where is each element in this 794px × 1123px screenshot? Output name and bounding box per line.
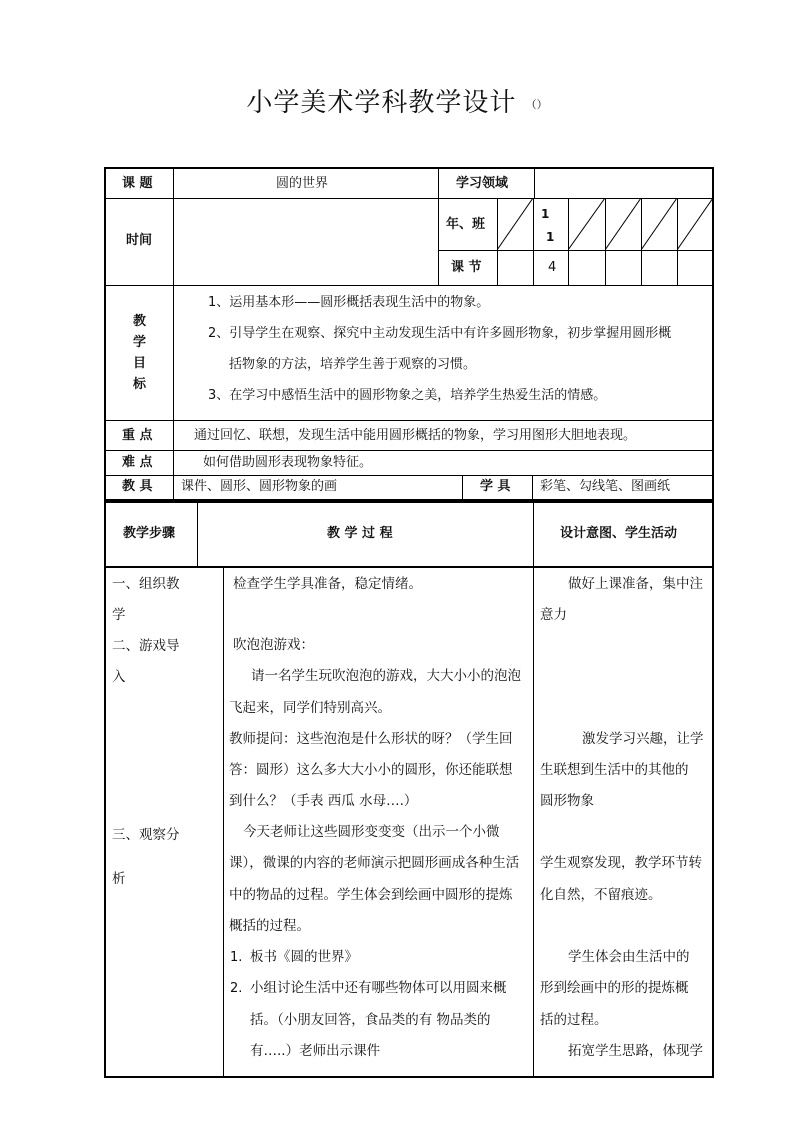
student-materials-label: 学 具: [480, 479, 511, 494]
objective-item: 2、引导学生在观察、探究中主动发现生活中有许多圆形物象，初步掌握用圆形概: [208, 326, 672, 341]
objective-item: 3、在学习中感悟生活中的圆形物象之美，培养学生热爱生活的情感。: [208, 388, 607, 403]
process-line: 教师提问：这些泡泡是什么形状的呀？（学生回: [229, 731, 513, 747]
topic-label: 课 题: [122, 176, 153, 191]
grade-class-label: 年、班: [446, 217, 486, 232]
process-line: 检查学生学具准备，稳定情绪。: [233, 576, 422, 592]
intent-line: 化自然，不留痕迹。: [540, 887, 662, 903]
process-line: 有…..）老师出示课件: [250, 1043, 381, 1059]
diagonal-slash: [677, 198, 714, 250]
intent-line: 做好上课准备，集中注: [568, 576, 703, 592]
table-border: [104, 501, 106, 1078]
table-border: [104, 167, 714, 169]
table-rule: [173, 167, 174, 500]
objective-item: 1、运用基本形——圆形概括表现生活中的物象。: [208, 295, 490, 310]
column-header-intent: 设计意图、学生活动: [560, 526, 678, 541]
diagonal-slash: [605, 198, 642, 250]
intent-line: 学生体会由生活中的: [568, 949, 690, 965]
title-text: 小学美术学科教学设计: [246, 88, 517, 118]
period-value: 4: [548, 260, 557, 275]
step-line: 一、组织教: [112, 576, 180, 592]
list-number: 2.: [230, 981, 243, 996]
table-rule: [534, 167, 535, 198]
step-line: 二、游戏导: [112, 638, 180, 654]
diagonal-slash: [497, 198, 534, 250]
diagonal-slash: [641, 198, 678, 250]
step-line: 析: [112, 871, 126, 887]
column-header-steps: 教学步骤: [123, 526, 176, 541]
objective-item: 括物象的方法，培养学生善于观察的习惯。: [229, 357, 477, 372]
intent-line: 意力: [540, 607, 567, 623]
intent-line: 激发学习兴趣，让学: [582, 731, 704, 747]
difficulty-value: 如何借助圆形表现物象特征。: [203, 455, 373, 470]
process-line: 小组讨论生活中还有哪些物体可以用圆来概: [250, 980, 507, 996]
key-point-value: 通过回忆、联想，发现生活中能用圆形概括的物象，学习用图形大胆地表现。: [194, 428, 637, 443]
class-value: 1: [546, 230, 555, 244]
grade-value: 1: [541, 207, 550, 221]
intent-line: 括的过程。: [540, 1012, 608, 1028]
table-border: [104, 1076, 714, 1078]
intent-line: 形到绘画中的形的提炼概: [540, 980, 689, 996]
objectives-label-char: 目: [133, 356, 147, 371]
table-rule: [104, 450, 714, 451]
diagonal-slash: [568, 198, 606, 250]
topic-value: 圆的世界: [276, 176, 329, 191]
table-rule: [104, 566, 714, 568]
process-line: 今天老师让这些圆形变变变（出示一个小微: [243, 824, 500, 840]
table-rule: [438, 250, 714, 251]
intent-line: 学生观察发现，教学环节转: [540, 855, 702, 871]
period-label: 课 节: [451, 260, 482, 275]
step-line: 三、观察分: [112, 827, 180, 843]
difficulty-label: 难 点: [122, 455, 153, 470]
student-materials-value: 彩笔、勾线笔、图画纸: [540, 479, 671, 494]
table-rule: [438, 167, 439, 285]
key-point-label: 重 点: [122, 428, 153, 443]
intent-line: 圆形物象: [540, 793, 594, 809]
teacher-materials-value: 课件、圆形、圆形物象的画: [181, 479, 338, 494]
process-line: 飞起来，同学们特别高兴。: [229, 700, 391, 716]
table-rule: [104, 475, 714, 476]
process-line: 课），微课的内容的老师演示把圆形画成各种生活: [229, 855, 520, 871]
intent-line: 拓宽学生思路，体现学: [568, 1043, 703, 1059]
domain-label: 学习领域: [456, 176, 509, 191]
process-line: 括。（小朋友回答，食品类的有 物品类的: [250, 1012, 491, 1028]
objectives-label-char: 标: [133, 377, 147, 392]
table-rule: [104, 285, 714, 286]
objectives-label-char: 教: [133, 314, 147, 329]
process-line: 到什么？（手表 西瓜 水母….）: [229, 793, 418, 809]
table-rule: [104, 420, 714, 421]
process-line: 中的物品的过程。学生体会到绘画中圆形的提炼: [229, 887, 513, 903]
table-rule: [533, 501, 534, 1077]
step-line: 学: [112, 607, 126, 623]
table-border: [104, 501, 714, 503]
list-number: 1.: [230, 950, 243, 965]
table-rule: [532, 475, 533, 500]
process-line: 答：圆形）这么多大大小小的圆形，你还能联想: [229, 762, 513, 778]
step-label: [112, 820, 180, 895]
process-line: 请一名学生玩吹泡泡的游戏，大大小小的泡泡: [251, 668, 521, 684]
process-line: 板书《圆的世界》: [250, 949, 358, 965]
table-rule: [462, 475, 463, 500]
step-label: [112, 569, 180, 693]
table-rule: [223, 567, 224, 1077]
step-line: 入: [112, 669, 126, 685]
table-border: [712, 501, 714, 1078]
table-rule: [197, 501, 198, 567]
process-line: 概括的过程。: [229, 918, 310, 934]
objectives-label-char: 学: [133, 335, 147, 350]
process-line: 吹泡泡游戏：: [233, 637, 314, 653]
time-label: 时间: [126, 233, 153, 248]
intent-line: 生联想到生活中的其他的: [540, 762, 689, 778]
title-suffix: （）: [525, 98, 548, 111]
column-header-process: 教 学 过 程: [327, 526, 393, 541]
teacher-materials-label: 教 具: [122, 479, 153, 494]
